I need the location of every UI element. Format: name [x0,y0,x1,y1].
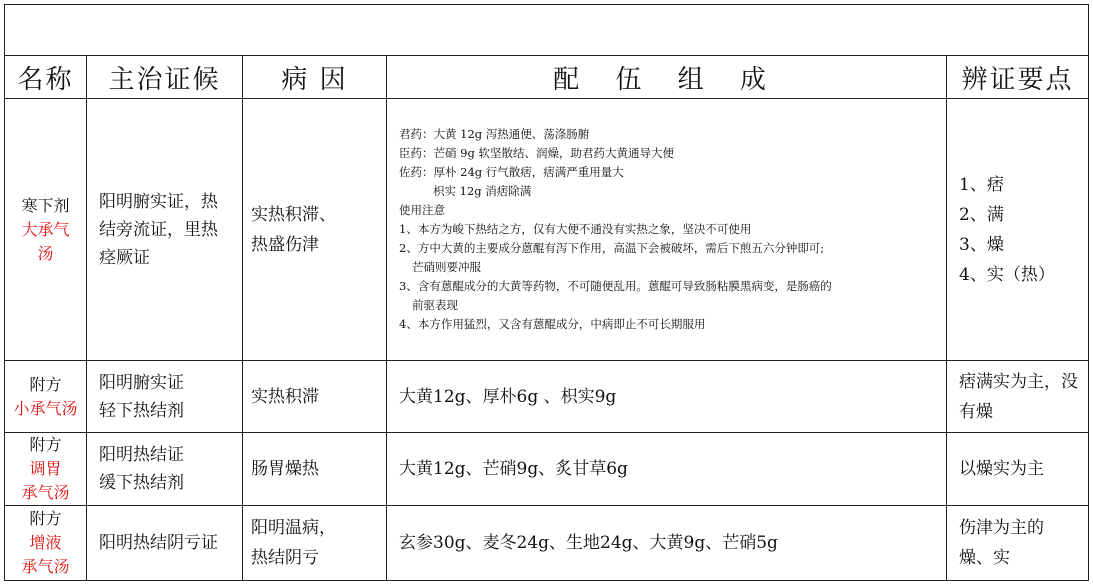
key-point: 3、燥 [959,234,1004,255]
key-point: 以燥实为主 [959,459,1044,479]
formula-name: 汤 [37,243,54,263]
cause-line: 热盛伤津 [251,234,319,255]
main-syndrome-line: 痉厥证 [99,247,150,268]
cause-line: 实热积滞 [251,386,319,407]
blank-title-row [5,5,1089,56]
cause-line: 肠胃燥热 [251,459,319,479]
main-syndrome-line: 阳明腑实证 [99,372,184,393]
formula-name-cell [5,433,87,506]
formula-table-sheet [4,4,1088,581]
key-point: 燥、实 [959,548,1010,568]
main-syndrome-line: 缓下热结剂 [99,473,184,493]
composition-text: 玄参30g、麦冬24g、生地24g、大黄9g、芒硝5g [399,533,778,553]
key-points-cell [947,433,1089,506]
key-point: 伤津为主的 [959,518,1044,538]
composition-text: 大黄12g、芒硝9g、炙甘草6g [399,459,628,479]
header-cause: 病 因 [243,56,387,99]
formula-name: 承气汤 [21,483,70,502]
formula-name: 小承气汤 [13,398,78,418]
composition-line: 臣药：芒硝 9g 软坚散结、润燥，助君药大黄通导大便 [399,146,674,160]
main-syndrome-line: 轻下热结剂 [99,400,184,421]
composition-text: 大黄12g、厚朴6g 、枳实9g [399,386,617,407]
table-row [5,506,1089,581]
usage-note: 3、含有蒽醌成分的大黄等药物，不可随便乱用。蒽醌可导致肠粘膜黑病变，是肠癌的 [399,279,832,293]
usage-note: 1、本方为峻下热结之方，仅有大便不通没有实热之象，坚决不可使用 [399,222,752,236]
main-syndrome-cell [87,361,243,433]
usage-notes-title: 使用注意 [399,203,445,217]
composition-cell [387,99,947,361]
main-syndrome-cell [87,99,243,361]
formula-name: 大承气 [21,219,70,239]
cause-cell [243,506,387,581]
composition-cell [387,361,947,433]
usage-note-continued: 芒硝则要冲服 [412,260,481,274]
composition-cell [387,433,947,506]
key-point: 2、满 [959,204,1004,225]
formula-name-cell [5,506,87,581]
key-points-cell [947,506,1089,581]
category-label: 寒下剂 [21,195,70,215]
usage-note: 2、方中大黄的主要成分蒽醌有泻下作用，高温下会被破坏，需后下煎五六分钟即可; [399,241,825,255]
formula-name-cell [5,99,87,361]
cause-line: 阳明温病， [251,518,336,538]
header-key-points: 辨证要点 [947,56,1089,99]
formula-name-cell [5,361,87,433]
key-points-cell [947,361,1089,433]
composition-cell [387,506,947,581]
cause-line: 热结阴亏 [251,548,319,568]
cause-cell [243,433,387,506]
composition-line: 佐药：厚朴 24g 行气散痞，痞满严重用量大 [399,165,624,179]
key-points-cell [947,99,1089,361]
main-syndrome-cell [87,506,243,581]
usage-note-continued: 前驱表现 [412,298,458,312]
cause-cell [243,361,387,433]
key-point: 1、痞 [959,174,1004,195]
header-name: 名称 [5,56,87,99]
usage-note: 4、本方作用猛烈，又含有蒽醌成分，中病即止不可长期服用 [399,317,706,331]
main-syndrome-line: 阳明热结证 [99,445,184,465]
composition-notes [399,125,936,334]
table-row [5,361,1089,433]
header-main-syndrome: 主治证候 [87,56,243,99]
key-point: 有燥 [959,401,993,422]
blank-title-cell [5,5,1089,56]
main-syndrome-line: 阳明腑实证，热 [99,191,218,212]
key-point: 4、实（热） [959,264,1055,285]
formula-name: 承气汤 [21,557,70,576]
composition-line: 枳实 12g 消痞除满 [433,184,532,198]
formula-name: 调胃 [29,459,62,478]
header-row [5,56,1089,99]
formula-name: 增液 [29,533,62,552]
formula-table [4,4,1089,581]
cause-cell [243,99,387,361]
cause-line: 实热积滞、 [251,204,336,225]
table-row [5,433,1089,506]
table-row [5,99,1089,361]
header-composition: 配 伍 组 成 [387,56,947,99]
category-label: 附方 [29,509,62,528]
category-label: 附方 [29,374,62,394]
key-point: 痞满实为主，没 [959,371,1078,392]
composition-line: 君药：大黄 12g 泻热通便、荡涤肠腑 [399,127,590,141]
main-syndrome-cell [87,433,243,506]
main-syndrome-line: 结旁流证，里热 [99,219,218,240]
main-syndrome-line: 阳明热结阴亏证 [99,533,218,553]
category-label: 附方 [29,435,62,454]
